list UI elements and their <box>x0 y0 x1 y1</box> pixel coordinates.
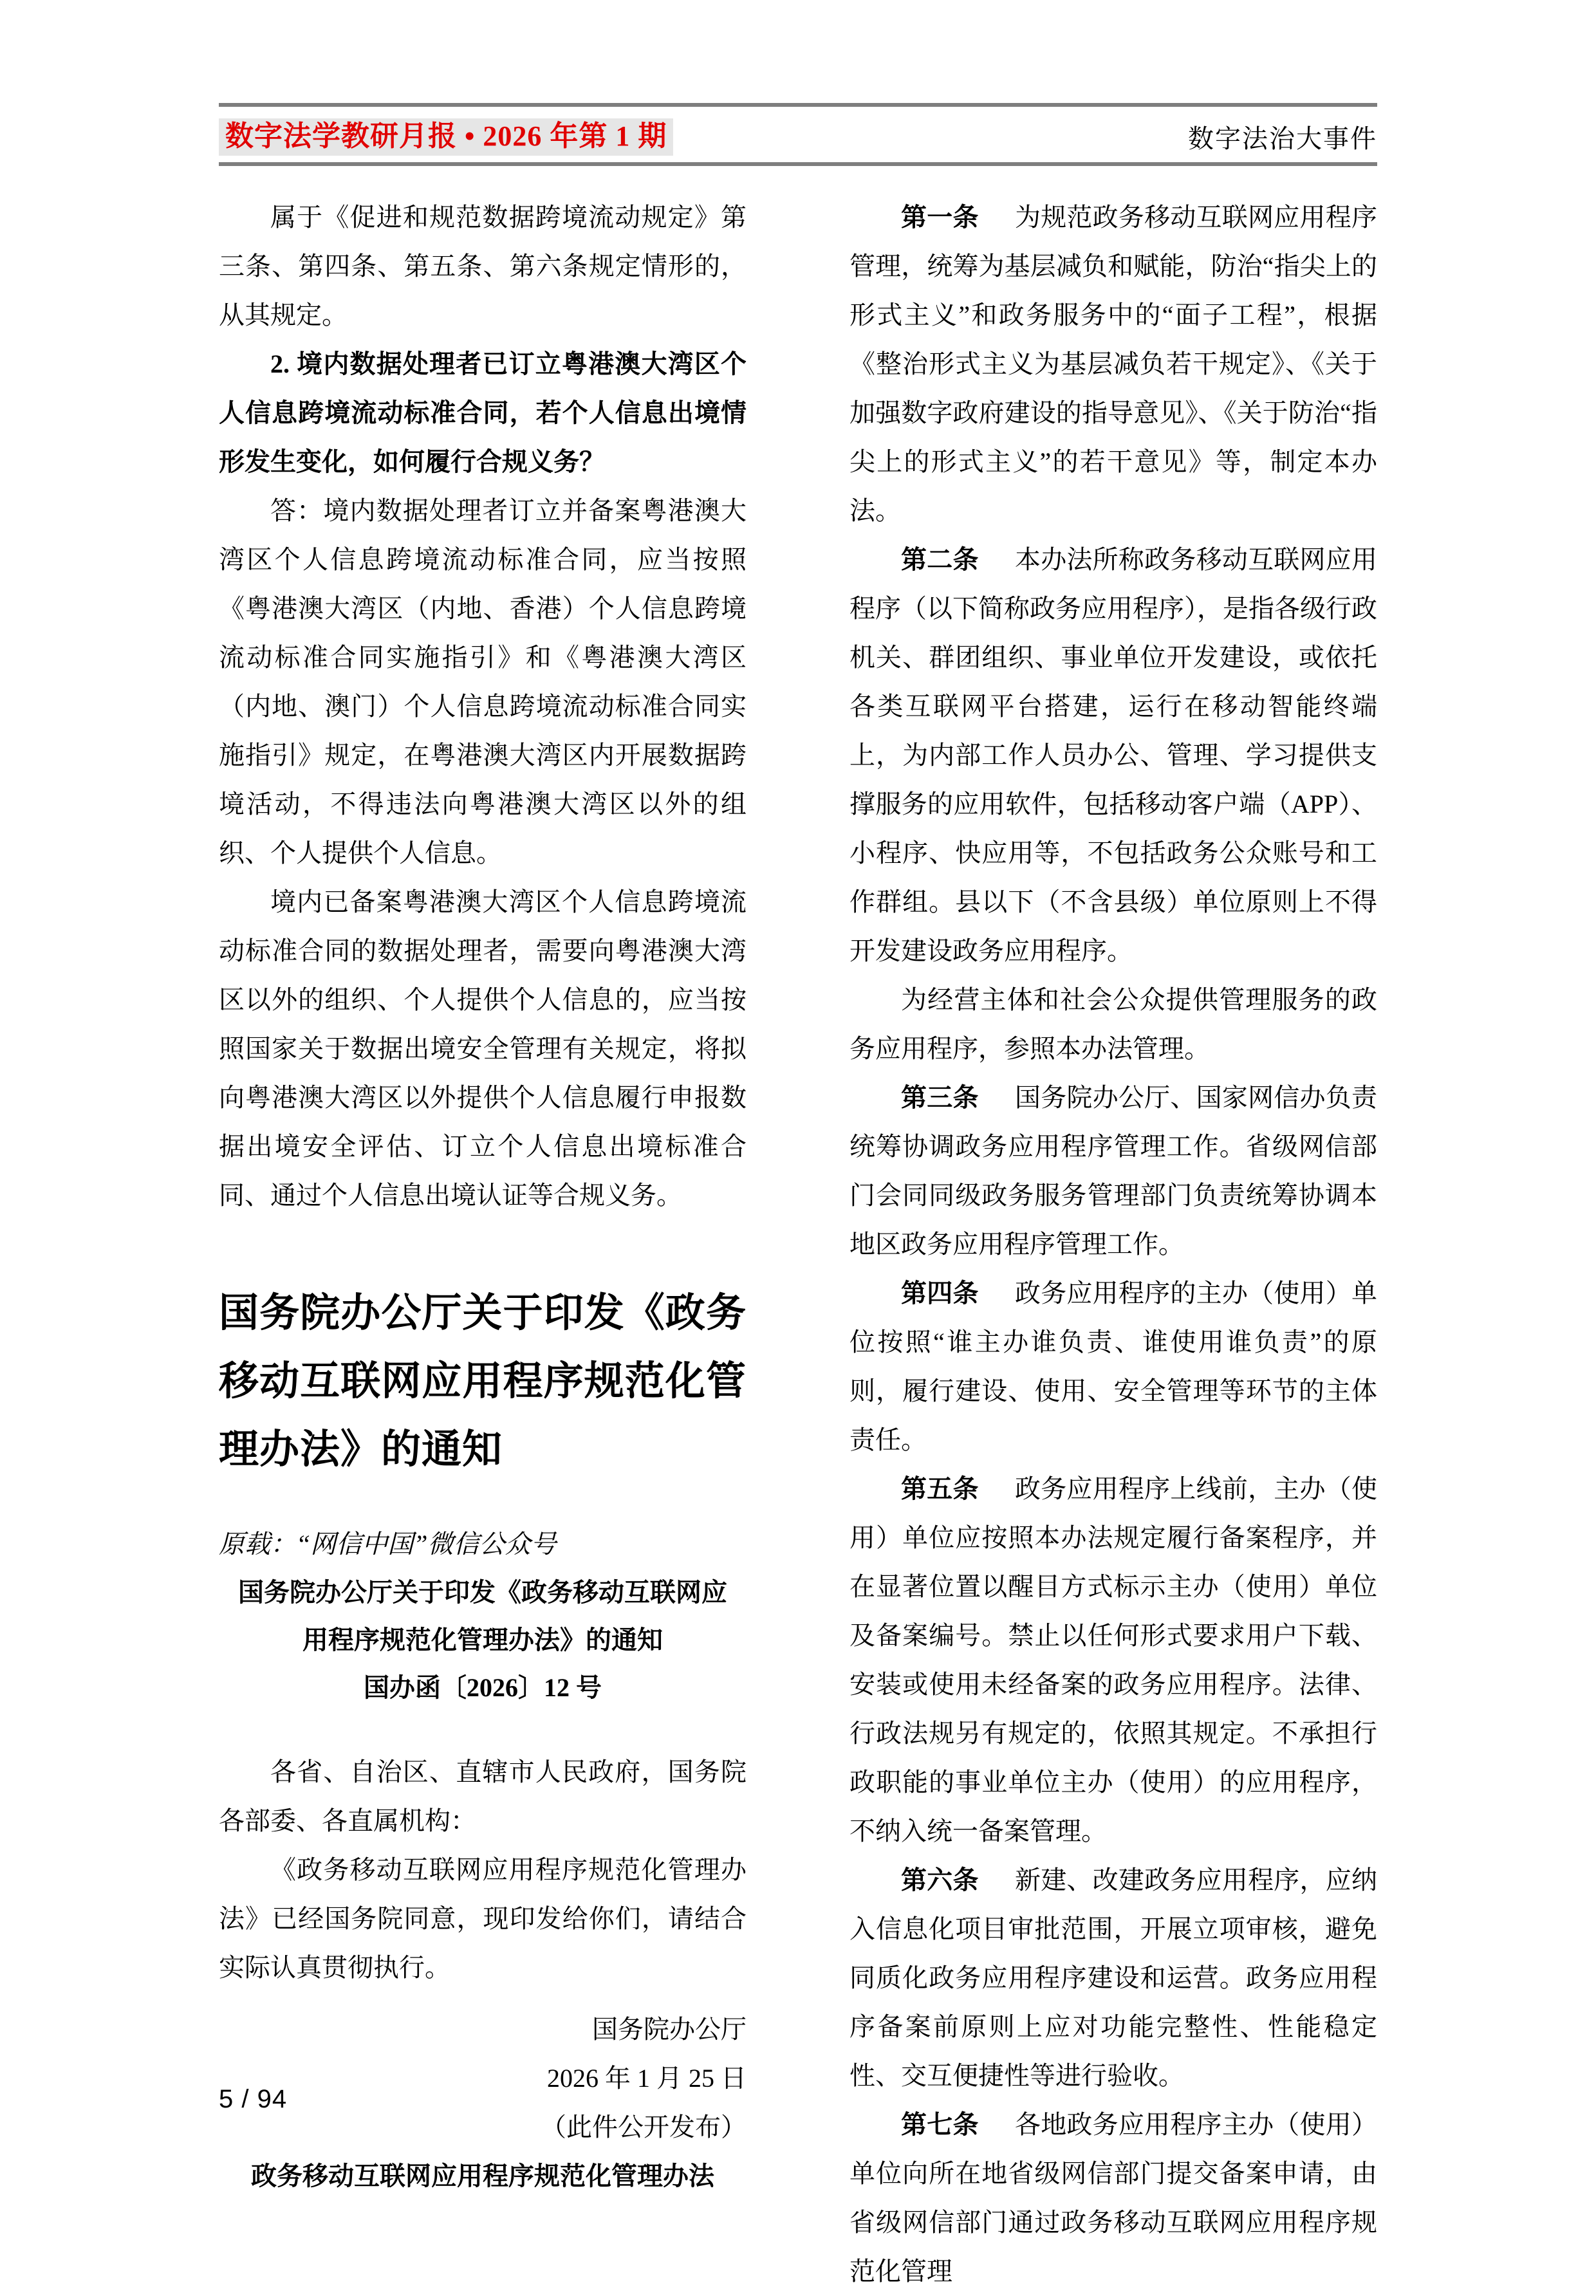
article-paragraph <box>849 535 1377 976</box>
article-label: 第五条 <box>901 1474 979 1503</box>
article-label: 第三条 <box>901 1083 979 1112</box>
measures-title: 政务移动互联网应用程序规范化管理办法 <box>251 2162 714 2190</box>
article-paragraph <box>849 2100 1377 2296</box>
page-number: 5 / 94 <box>219 2085 288 2113</box>
notice-body-paragraph: 《政务移动互联网应用程序规范化管理办法》已经国务院同意，现印发给你们，请结合实际认真贯彻执行。 <box>219 1855 747 1982</box>
header-rule-bottom <box>219 162 1377 166</box>
article-paragraph <box>849 976 1377 1073</box>
spacer <box>219 1712 747 1748</box>
article-paragraph <box>849 1856 1377 2100</box>
question-item-2: 2. 境内数据处理者已订立粤港澳大湾区个人信息跨境流动标准合同，若个人信息出境情形发生变化，如何履行合规义务？ <box>219 349 747 476</box>
article-text: 新建、改建政务应用程序，应纳入信息化项目审批范围，开展立项审核，避免同质化政务应用程序建设和运营。政务应用程序备案前原则上应对功能完整性、性能稳定性、交互便捷性等进行验收。 <box>849 1866 1378 2090</box>
article-text: 政务应用程序上线前，主办（使用）单位应按照本办法规定履行备案程序，并在显著位置以醒目方式标示主办（使用）单位及备案编号。禁止以任何形式要求用户下载、安装或使用未经备案的政务应用程序。法律、行政法规另有规定的，依照其规定。不承担行政职能的事业单位主办（使用）的应用程序，不纳入统一备案管理。 <box>849 1474 1378 1846</box>
signature-date: 2026 年 1 月 25 日 <box>547 2064 747 2093</box>
signature-organization: 国务院办公厅 <box>592 2015 747 2044</box>
article-text: 为经营主体和社会公众提供管理服务的政务应用程序，参照本办法管理。 <box>849 985 1377 1063</box>
article-label: 第二条 <box>901 545 979 574</box>
article-paragraph <box>849 193 1377 535</box>
source-line: 原载：“网信中国”微信公众号 <box>219 1530 557 1559</box>
article-label: 第七条 <box>901 2110 979 2139</box>
right-column <box>849 193 1377 2296</box>
notice-title-line-1: 国务院办公厅关于印发《政务移动互联网应 <box>238 1578 727 1607</box>
header-publication-title: 数字法学教研月报 • 2026 年第 1 期 <box>219 118 673 156</box>
left-column <box>219 193 747 2201</box>
article-paragraph <box>849 1073 1377 1269</box>
spacer <box>219 1220 747 1279</box>
article-text: 国务院办公厅、国家网信办负责统筹协调政务应用程序管理工作。省级网信部门会同同级政务服务管理部门负责统筹协调本地区政务应用程序管理工作。 <box>849 1083 1378 1259</box>
spacer <box>219 1484 747 1520</box>
notice-document-number: 国办函〔2026〕12 号 <box>364 1673 602 1702</box>
notice-title-block <box>219 1569 747 1712</box>
article-text: 为规范政务移动互联网应用程序管理，统筹为基层减负和赋能，防治“指尖上的形式主义”和政务服务中的“面子工程”，根据《整治形式主义为基层减负若干规定》、《关于加强数字政府建设的指导意见》、《关于防治“指尖上的形式主义”的若干意见》等，制定本办法。 <box>849 203 1378 525</box>
addressee-line: 各省、自治区、直辖市人民政府，国务院各部委、各直属机构： <box>219 1757 747 1835</box>
page-footer <box>219 2085 1377 2114</box>
article-paragraph <box>849 1269 1377 1465</box>
answer-paragraph-1: 答：境内数据处理者订立并备案粤港澳大湾区个人信息跨境流动标准合同，应当按照《粤港澳大湾区（内地、香港）个人信息跨境流动标准合同实施指引》和《粤港澳大湾区（内地、澳门）个人信息跨境流动标准合同实施指引》规定，在粤港澳大湾区内开展数据跨境活动，不得违法向粤港澳大湾区以外的组织、个人提供个人信息。 <box>219 496 747 867</box>
header-section-title: 数字法治大事件 <box>1188 124 1377 153</box>
paragraph-continued: 属于《促进和规范数据跨境流动规定》第三条、第四条、第五条、第六条规定情形的，从其规定。 <box>219 203 747 329</box>
spacer <box>219 1992 747 2005</box>
article-text: 本办法所称政务移动互联网应用程序（以下简称政务应用程序），是指各级行政机关、群团组织、事业单位开发建设，或依托各类互联网平台搭建，运行在移动智能终端上，为内部工作人员办公、管理、学习提供支撑服务的应用软件，包括移动客户端（APP）、小程序、快应用等，不包括政务公众账号和工作群组。县以下（不含县级）单位原则上不得开发建设政务应用程序。 <box>849 545 1378 965</box>
article-label: 第四条 <box>901 1279 979 1308</box>
article-label: 第一条 <box>901 203 979 232</box>
article-paragraph <box>849 1465 1377 1856</box>
article-text: 各地政务应用程序主办（使用）单位向所在地省级网信部门提交备案申请，由省级网信部门通过政务移动互联网应用程序规范化管理 <box>849 2110 1378 2286</box>
header-row <box>219 107 1377 162</box>
article-text: 政务应用程序的主办（使用）单位按照“谁主办谁负责、谁使用谁负责”的原则，履行建设、使用、安全管理等环节的主体责任。 <box>849 1279 1378 1454</box>
article-label: 第六条 <box>901 1866 979 1894</box>
running-header <box>219 103 1377 166</box>
signature-release-note: （此件公开发布） <box>541 2113 747 2142</box>
answer-paragraph-2: 境内已备案粤港澳大湾区个人信息跨境流动标准合同的数据处理者，需要向粤港澳大湾区以外的组织、个人提供个人信息的，应当按照国家关于数据出境安全管理有关规定，将拟向粤港澳大湾区以外提供个人信息履行申报数据出境安全评估、订立个人信息出境标准合同、通过个人信息出境认证等合规义务。 <box>219 887 747 1210</box>
notice-title-line-2: 用程序规范化管理办法》的通知 <box>302 1625 663 1654</box>
section-heading: 国务院办公厅关于印发《政务移动互联网应用程序规范化管理办法》的通知 <box>219 1292 747 1472</box>
